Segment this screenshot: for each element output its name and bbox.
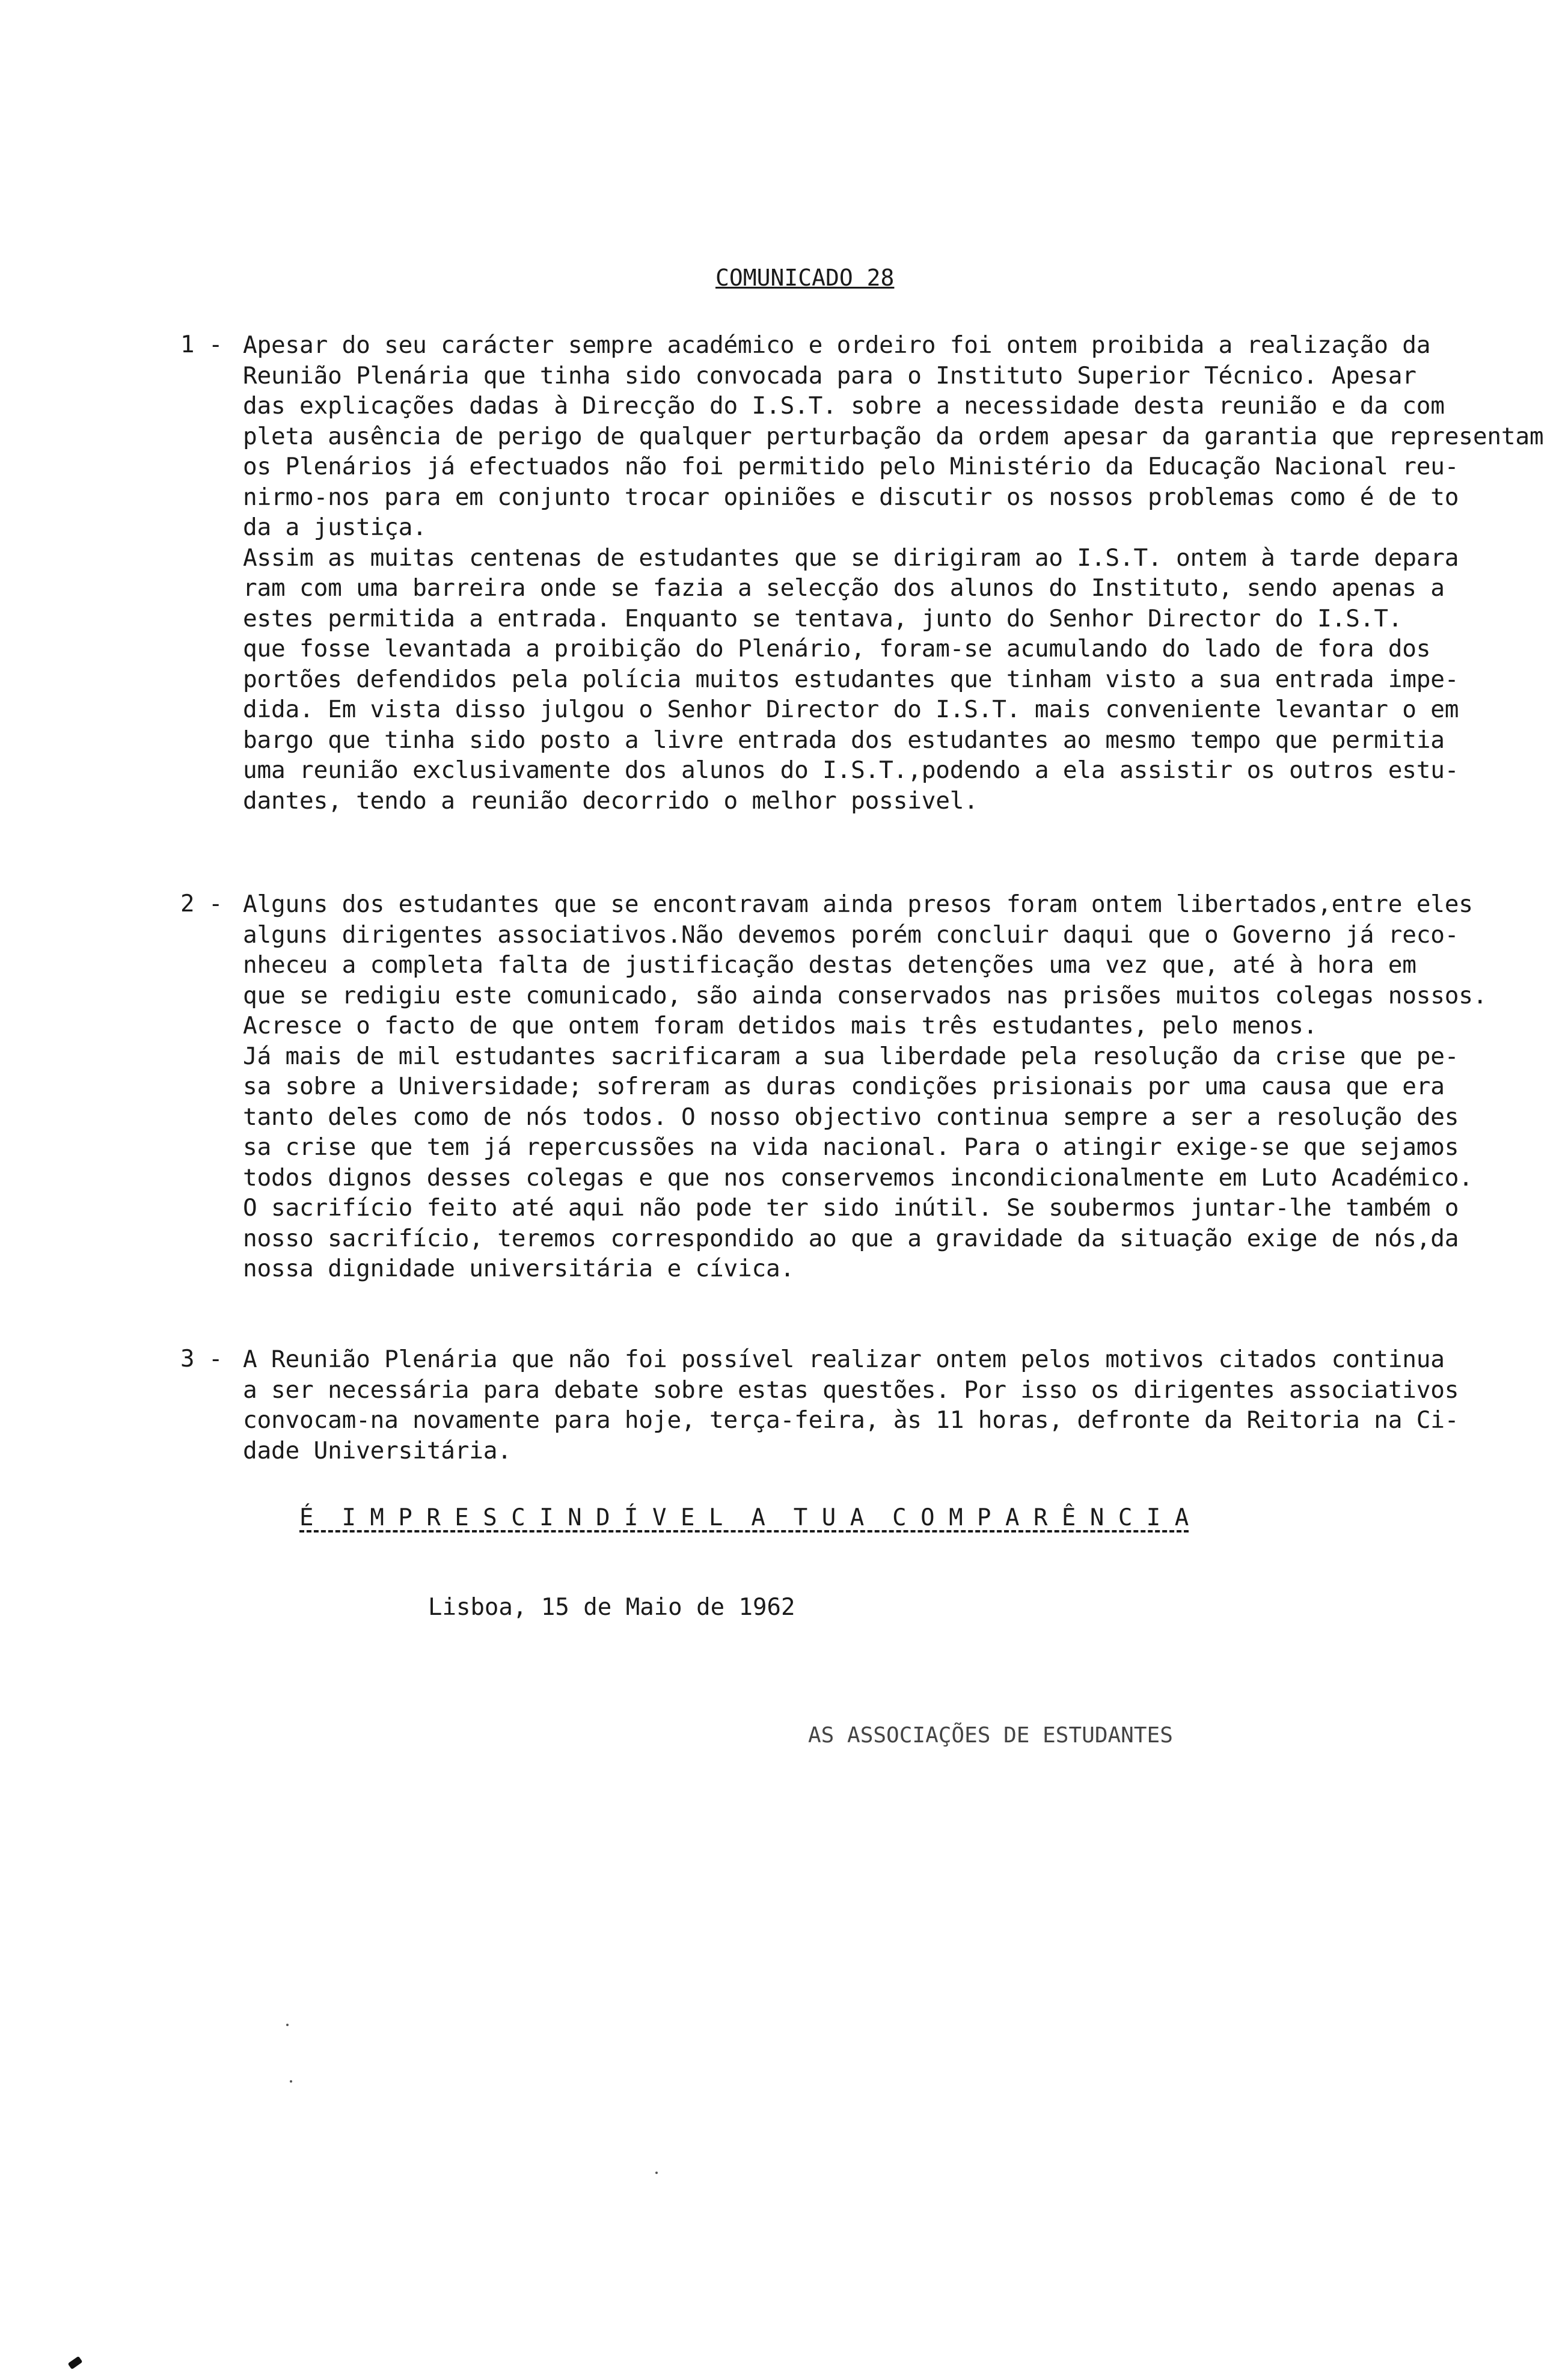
text-line: tanto deles como de nós todos. O nosso objectivo continua sempre a ser a resolução des: [243, 1103, 1459, 1131]
emphasis-line: É I M P R E S C I N D Í V E L A T U A C O M P A R Ê N C I A: [299, 1504, 1189, 1531]
text-line: sa crise que tem já repercussões na vida nacional. Para o atingir exige-se que sejamos: [243, 1133, 1459, 1161]
text-line: sa sobre a Universidade; sofreram as duras condições prisionais por uma causa que era: [243, 1073, 1445, 1100]
signature: AS ASSOCIAÇÕES DE ESTUDANTES: [808, 1723, 1173, 1748]
text-line: bargo que tinha sido posto a livre entrada dos estudantes ao mesmo tempo que permitia: [243, 726, 1445, 754]
scan-speck: [290, 2080, 292, 2083]
text-line: que se redigiu este comunicado, são ainda conservados nas prisões muitos colegas nossos.: [243, 981, 1487, 1009]
paragraph-number: 3 -: [180, 1346, 223, 1373]
text-line: a ser necessária para debate sobre estas questões. Por isso os dirigentes associativos: [243, 1376, 1459, 1404]
text-line: dantes, tendo a reunião decorrido o melhor possivel.: [243, 786, 978, 815]
text-line: O sacrifício feito até aqui não pode ter sido inútil. Se soubermos juntar-lhe também o: [243, 1194, 1459, 1222]
text-line: que fosse levantada a proibição do Plenário, foram-se acumulando do lado de fora dos: [243, 635, 1431, 663]
text-line: nirmo-nos para em conjunto trocar opiniões e discutir os nossos problemas como é de to: [243, 483, 1459, 511]
text-line: todos dignos desses colegas e que nos conservemos incondicionalmente em Luto Académico.: [243, 1163, 1473, 1192]
text-line: portões defendidos pela polícia muitos estudantes que tinham visto a sua entrada impe-: [243, 665, 1459, 693]
text-line: das explicações dadas à Direcção do I.S.T. sobre a necessidade desta reunião e da com: [243, 392, 1445, 420]
text-line: uma reunião exclusivamente dos alunos do I.S.T.,podendo a ela assistir os outros estu-: [243, 756, 1459, 784]
scan-speck: [286, 2024, 289, 2026]
scan-mark: [68, 2356, 83, 2369]
text-line: Apesar do seu carácter sempre académico e ordeiro foi ontem proibida a realização da: [243, 331, 1431, 359]
text-line: pleta ausência de perigo de qualquer perturbação da ordem apesar da garantia que representam: [243, 422, 1544, 450]
text-line: dida. Em vista disso julgou o Senhor Director do I.S.T. mais conveniente levantar o em: [243, 696, 1459, 723]
text-line: Reunião Plenária que tinha sido convocada para o Instituto Superior Técnico. Apesar: [243, 361, 1416, 390]
text-line: A Reunião Plenária que não foi possível realizar ontem pelos motivos citados continua: [243, 1346, 1445, 1373]
text-line: Já mais de mil estudantes sacrificaram a sua liberdade pela resolução da crise que pe-: [243, 1042, 1459, 1070]
text-line: Acresce o facto de que ontem foram detidos mais três estudantes, pelo menos.: [243, 1012, 1318, 1040]
text-line: da a justiça.: [243, 513, 427, 541]
date-line: Lisboa, 15 de Maio de 1962: [428, 1594, 795, 1621]
text-line: Alguns dos estudantes que se encontravam ainda presos foram ontem libertados,entre eles: [243, 890, 1473, 918]
text-line: convocam-na novamente para hoje, terça-feira, às 11 horas, defronte da Reitoria na Ci-: [243, 1406, 1459, 1434]
paragraph-body: [243, 889, 1499, 1284]
text-line: nosso sacrifício, teremos correspondido ao que a gravidade da situação exige de nós,da: [243, 1224, 1459, 1252]
text-line: os Plenários já efectuados não foi permitido pelo Ministério da Educação Nacional reu-: [243, 453, 1459, 480]
text-line: Assim as muitas centenas de estudantes que se dirigiram ao I.S.T. ontem à tarde depara: [243, 543, 1459, 572]
text-line: estes permitida a entrada. Enquanto se tentava, junto do Senhor Director do I.S.T.: [243, 604, 1403, 632]
paragraph-body: [243, 1344, 1499, 1466]
text-line: dade Universitária.: [243, 1436, 512, 1465]
paragraph-body: [243, 330, 1544, 816]
text-line: nossa dignidade universitária e cívica.: [243, 1255, 795, 1282]
paragraph-number: 1 -: [180, 331, 223, 358]
paragraph-number: 2 -: [180, 890, 223, 917]
text-line: alguns dirigentes associativos.Não devemos porém concluir daqui que o Governo já reco-: [243, 920, 1459, 949]
text-line: nheceu a completa falta de justificação destas detenções uma vez que, até à hora em: [243, 951, 1416, 979]
scan-speck: [655, 2172, 658, 2174]
document-title: COMUNICADO 28: [715, 265, 895, 291]
text-line: ram com uma barreira onde se fazia a selecção dos alunos do Instituto, sendo apenas a: [243, 574, 1445, 602]
